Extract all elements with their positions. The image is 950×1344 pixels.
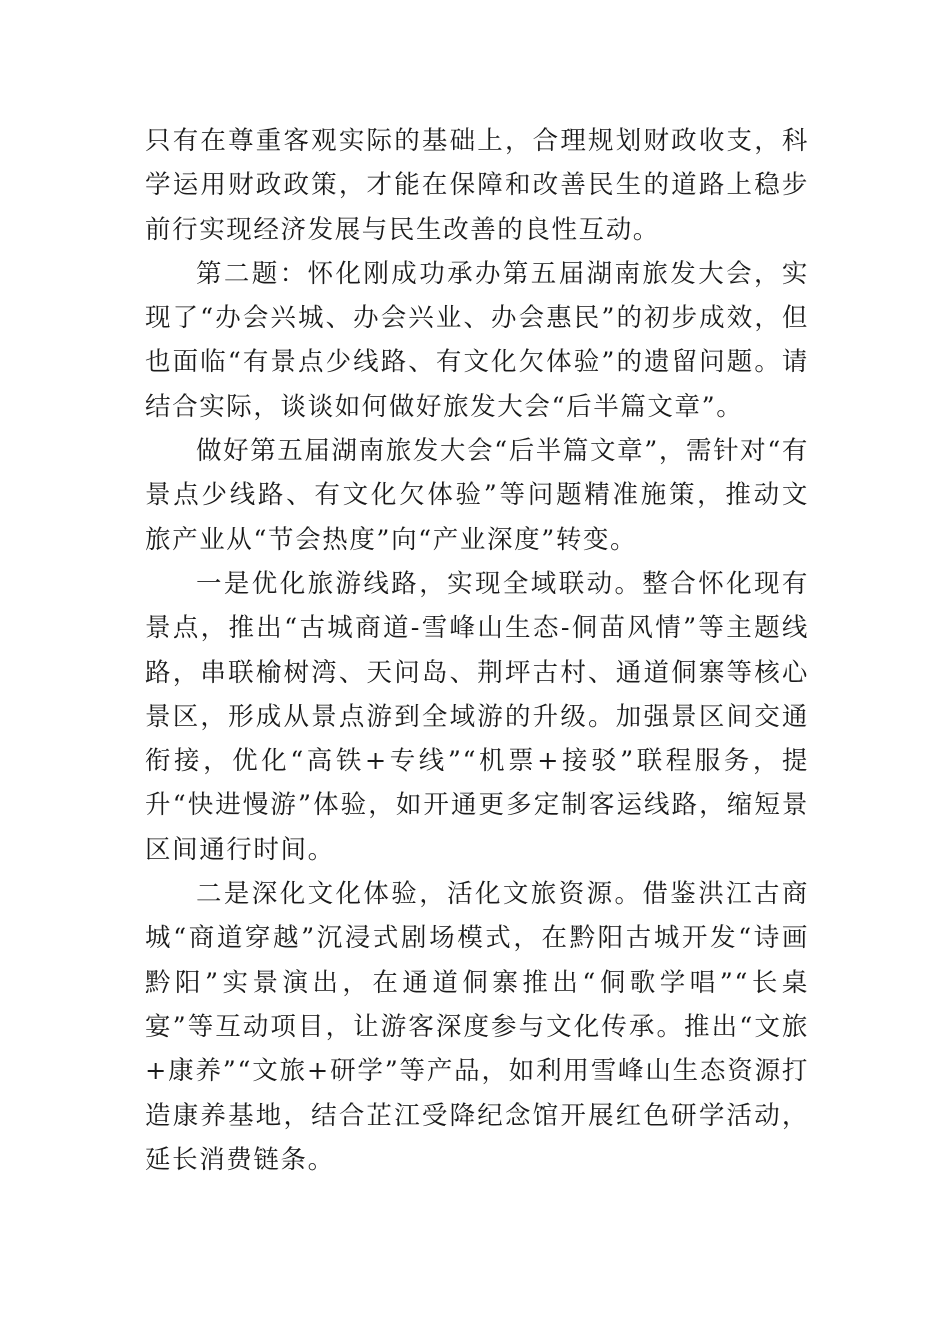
- paragraph-4: 一是优化旅游线路，实现全域联动。整合怀化现有景点，推出“古城商道-雪峰山生态-侗苗风情”等主题线路，串联榆树湾、天问岛、荆坪古村、通道侗寨等核心景区，形成从景点游到全域游的升级。加强景区间交通衔接，优化“高铁+专线”“机票+接驳”联程服务，提升“快进慢游”体验，如开通更多定制客运线路，缩短景区间通行时间。: [145, 568, 809, 865]
- paragraph-5: 二是深化文化体验，活化文旅资源。借鉴洪江古商城“商道穿越”沉浸式剧场模式，在黔阳古城开发“诗画黔阳”实景演出，在通道侗寨推出“侗歌学唱”“长桌宴”等互动项目，让游客深度参与文化传承。推出“文旅+康养”“文旅+研学”等产品，如利用雪峰山生态资源打造康养基地，结合芷江受降纪念馆开展红色研学活动，延长消费链条。: [145, 879, 809, 1175]
- document-body: [145, 119, 809, 1182]
- paragraph-1: 只有在尊重客观实际的基础上，合理规划财政收支，科学运用财政政策，才能在保障和改善民生的道路上稳步前行实现经济发展与民生改善的良性互动。: [145, 126, 809, 245]
- paragraph-3: 做好第五届湖南旅发大会“后半篇文章”，需针对“有景点少线路、有文化欠体验”等问题精准施策，推动文旅产业从“节会热度”向“产业深度”转变。: [145, 436, 810, 555]
- paragraph-2: 第二题：怀化刚成功承办第五届湖南旅发大会，实现了“办会兴城、办会兴业、办会惠民”的初步成效，但也面临“有景点少线路、有文化欠体验”的遗留问题。请结合实际，谈谈如何做好旅发大会“后半篇文章”。: [145, 258, 809, 422]
